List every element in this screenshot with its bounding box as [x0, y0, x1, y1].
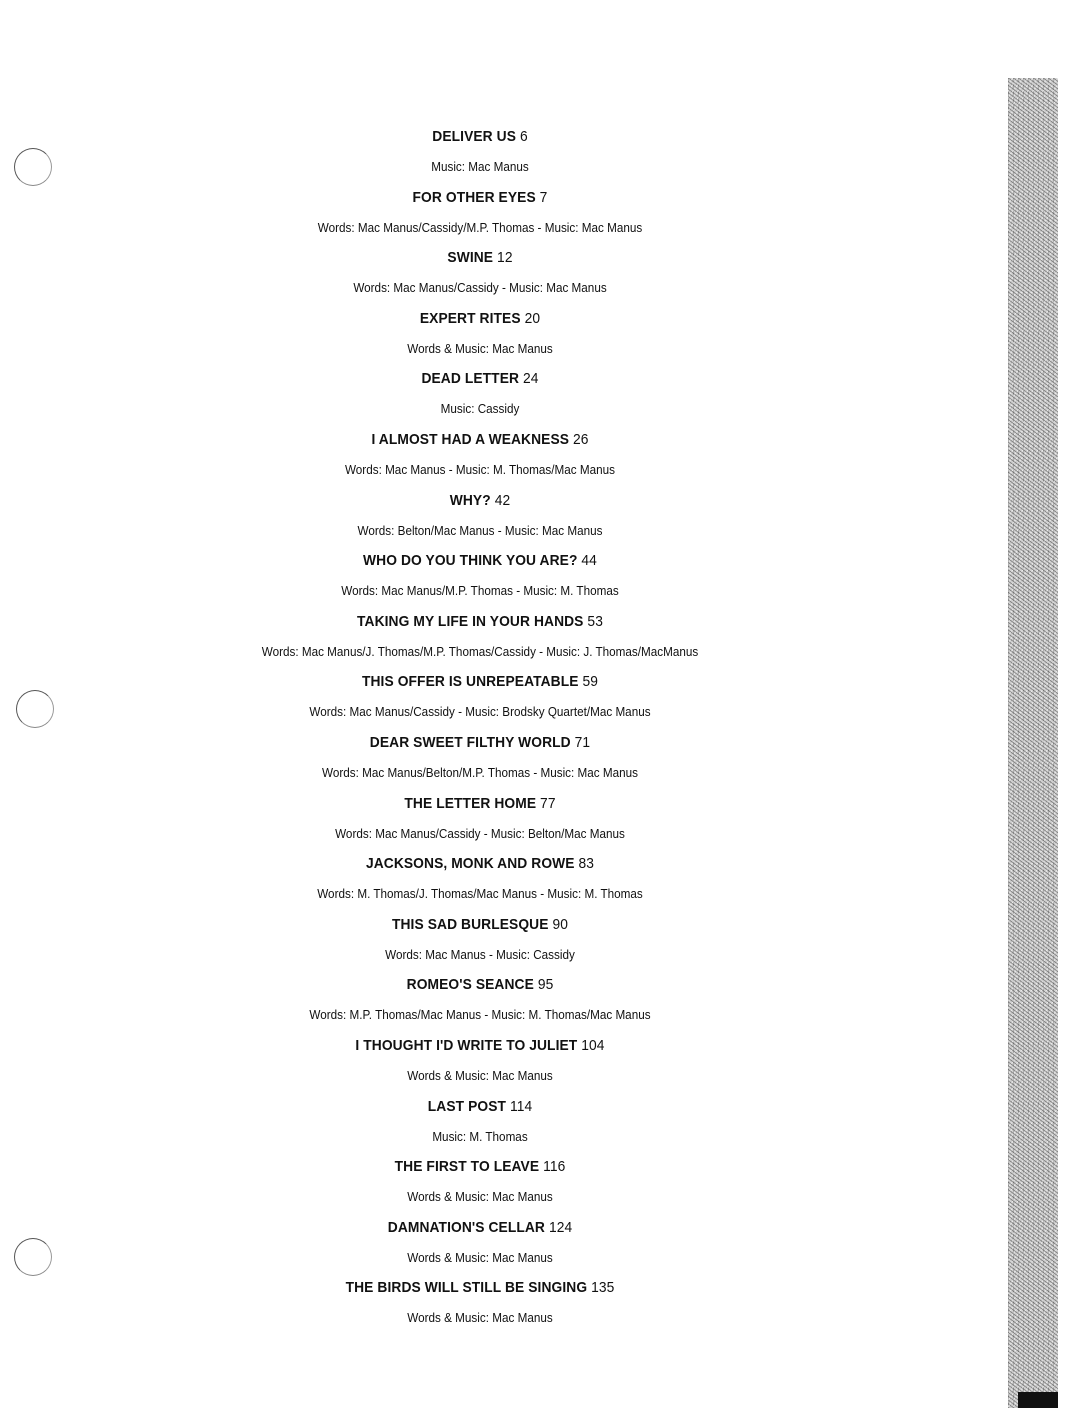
- toc-entry: [80, 1092, 880, 1153]
- song-credits: Words & Music: Mac Manus: [407, 340, 553, 356]
- song-title-text: TAKING MY LIFE IN YOUR HANDS: [357, 612, 584, 630]
- toc-entry: [80, 849, 880, 910]
- song-title-text: DEAR SWEET FILTHY WORLD: [369, 733, 571, 751]
- song-title-text: LAST POST: [427, 1097, 507, 1115]
- page-number: 83: [578, 855, 595, 873]
- song-credits: Words: Mac Manus/Cassidy - Music: Brodsky Quartet/Mac Manus: [309, 704, 651, 720]
- page-number: 71: [574, 733, 591, 751]
- scan-edge-corner: [1018, 1392, 1058, 1408]
- toc-entry: [80, 364, 880, 425]
- song-title-text: THE LETTER HOME: [404, 794, 537, 812]
- page-number: 116: [543, 1158, 566, 1176]
- page-number: 24: [523, 370, 539, 388]
- song-credits: Words: Mac Manus/J. Thomas/M.P. Thomas/Cassidy - Music: J. Thomas/MacManus: [261, 643, 699, 659]
- song-credits: Words & Music: Mac Manus: [407, 1310, 553, 1326]
- song-title-text: THE FIRST TO LEAVE: [394, 1158, 540, 1176]
- song-credits: Words & Music: Mac Manus: [407, 1067, 553, 1083]
- song-credits: Words: Mac Manus/Cassidy - Music: Mac Manus: [353, 280, 607, 296]
- toc-entry: [80, 425, 880, 486]
- song-title-text: DELIVER US: [432, 128, 517, 145]
- song-title-text: DAMNATION'S CELLAR: [387, 1218, 546, 1236]
- song-title-text: I THOUGHT I'D WRITE TO JULIET: [355, 1036, 578, 1054]
- song-title-text: ROMEO'S SEANCE: [406, 976, 534, 994]
- toc-entry: [80, 486, 880, 547]
- song-title: [112, 849, 848, 879]
- song-title-text: THIS OFFER IS UNREPEATABLE: [361, 673, 579, 691]
- song-credits: Words: M. Thomas/J. Thomas/Mac Manus - Music: M. Thomas: [317, 886, 643, 902]
- song-title: [112, 243, 848, 273]
- page-number: 12: [497, 249, 513, 267]
- song-title: [112, 425, 848, 455]
- page-number: 44: [581, 552, 597, 570]
- table-of-contents: [80, 122, 880, 1334]
- page-number: 42: [494, 491, 511, 509]
- song-title: [112, 910, 848, 940]
- song-title-text: DEAD LETTER: [421, 370, 520, 388]
- toc-entry: [80, 667, 880, 728]
- toc-entry: [80, 122, 880, 183]
- song-title: [112, 1031, 848, 1061]
- toc-entry: [80, 1273, 880, 1334]
- song-title: [112, 607, 848, 637]
- scan-edge-shadow: [1008, 78, 1058, 1408]
- toc-entry: [80, 1213, 880, 1274]
- song-credits: Words: Mac Manus - Music: M. Thomas/Mac Manus: [344, 461, 616, 477]
- song-title: [112, 1152, 848, 1182]
- song-credits: Words & Music: Mac Manus: [407, 1249, 553, 1265]
- song-title: [112, 1273, 848, 1303]
- song-credits: Words & Music: Mac Manus: [407, 1189, 553, 1205]
- page-number: 26: [573, 430, 589, 448]
- page-number: 95: [537, 976, 554, 994]
- page-number: 6: [519, 128, 528, 145]
- song-title: [112, 546, 848, 576]
- toc-entry: [80, 970, 880, 1031]
- binder-hole: [14, 1238, 52, 1276]
- song-credits: Music: M. Thomas: [432, 1128, 528, 1144]
- song-title-text: SWINE: [447, 249, 494, 267]
- page-number: 114: [509, 1097, 533, 1115]
- song-credits: Words: Mac Manus/M.P. Thomas - Music: M. Thomas: [341, 583, 619, 599]
- song-title: [112, 728, 848, 758]
- toc-entry: [80, 607, 880, 668]
- binder-hole: [16, 690, 54, 728]
- page-number: 135: [591, 1279, 615, 1297]
- song-credits: Words: Mac Manus - Music: Cassidy: [385, 946, 575, 962]
- song-credits: Music: Cassidy: [440, 401, 520, 417]
- page-number: 124: [548, 1218, 573, 1236]
- song-title: [112, 1092, 848, 1122]
- song-credits: Words: Belton/Mac Manus - Music: Mac Manus: [357, 522, 603, 538]
- song-credits: Words: Mac Manus/Belton/M.P. Thomas - Music: Mac Manus: [321, 764, 639, 780]
- song-credits: Words: Mac Manus/Cassidy/M.P. Thomas - Music: Mac Manus: [317, 219, 643, 235]
- toc-entry: [80, 243, 880, 304]
- toc-entry: [80, 789, 880, 850]
- song-title-text: THIS SAD BURLESQUE: [391, 915, 549, 933]
- song-title-text: EXPERT RITES: [419, 309, 521, 327]
- toc-entry: [80, 546, 880, 607]
- song-credits: Music: Mac Manus: [431, 159, 529, 174]
- page-number: 90: [552, 915, 569, 933]
- song-title-text: JACKSONS, MONK AND ROWE: [365, 855, 575, 873]
- toc-entry: [80, 728, 880, 789]
- song-title: [112, 486, 848, 516]
- song-title: [112, 970, 848, 1000]
- song-title: [112, 1213, 848, 1243]
- page-number: 59: [582, 673, 599, 691]
- toc-entry: [80, 1031, 880, 1092]
- song-credits: Words: Mac Manus/Cassidy - Music: Belton/Mac Manus: [335, 825, 625, 841]
- song-credits: Words: M.P. Thomas/Mac Manus - Music: M. Thomas/Mac Manus: [309, 1007, 651, 1023]
- page-number: 104: [581, 1036, 605, 1054]
- page-number: 77: [540, 794, 556, 812]
- song-title: [112, 122, 848, 152]
- song-title: [112, 667, 848, 697]
- page-number: 20: [524, 309, 541, 327]
- page-number: 53: [587, 612, 603, 630]
- toc-entry: [80, 304, 880, 365]
- page-number: 7: [539, 188, 548, 206]
- toc-entry: [80, 910, 880, 971]
- song-title-text: FOR OTHER EYES: [412, 188, 536, 206]
- song-title: [112, 183, 848, 213]
- binder-hole: [14, 148, 52, 186]
- song-title: [112, 789, 848, 819]
- song-title-text: THE BIRDS WILL STILL BE SINGING: [345, 1279, 588, 1297]
- song-title-text: WHY?: [449, 491, 491, 509]
- toc-entry: [80, 1152, 880, 1213]
- song-title-text: WHO DO YOU THINK YOU ARE?: [363, 552, 578, 570]
- song-title: [112, 364, 848, 394]
- toc-entry: [80, 183, 880, 244]
- song-title-text: I ALMOST HAD A WEAKNESS: [371, 430, 570, 448]
- song-title: [112, 304, 848, 334]
